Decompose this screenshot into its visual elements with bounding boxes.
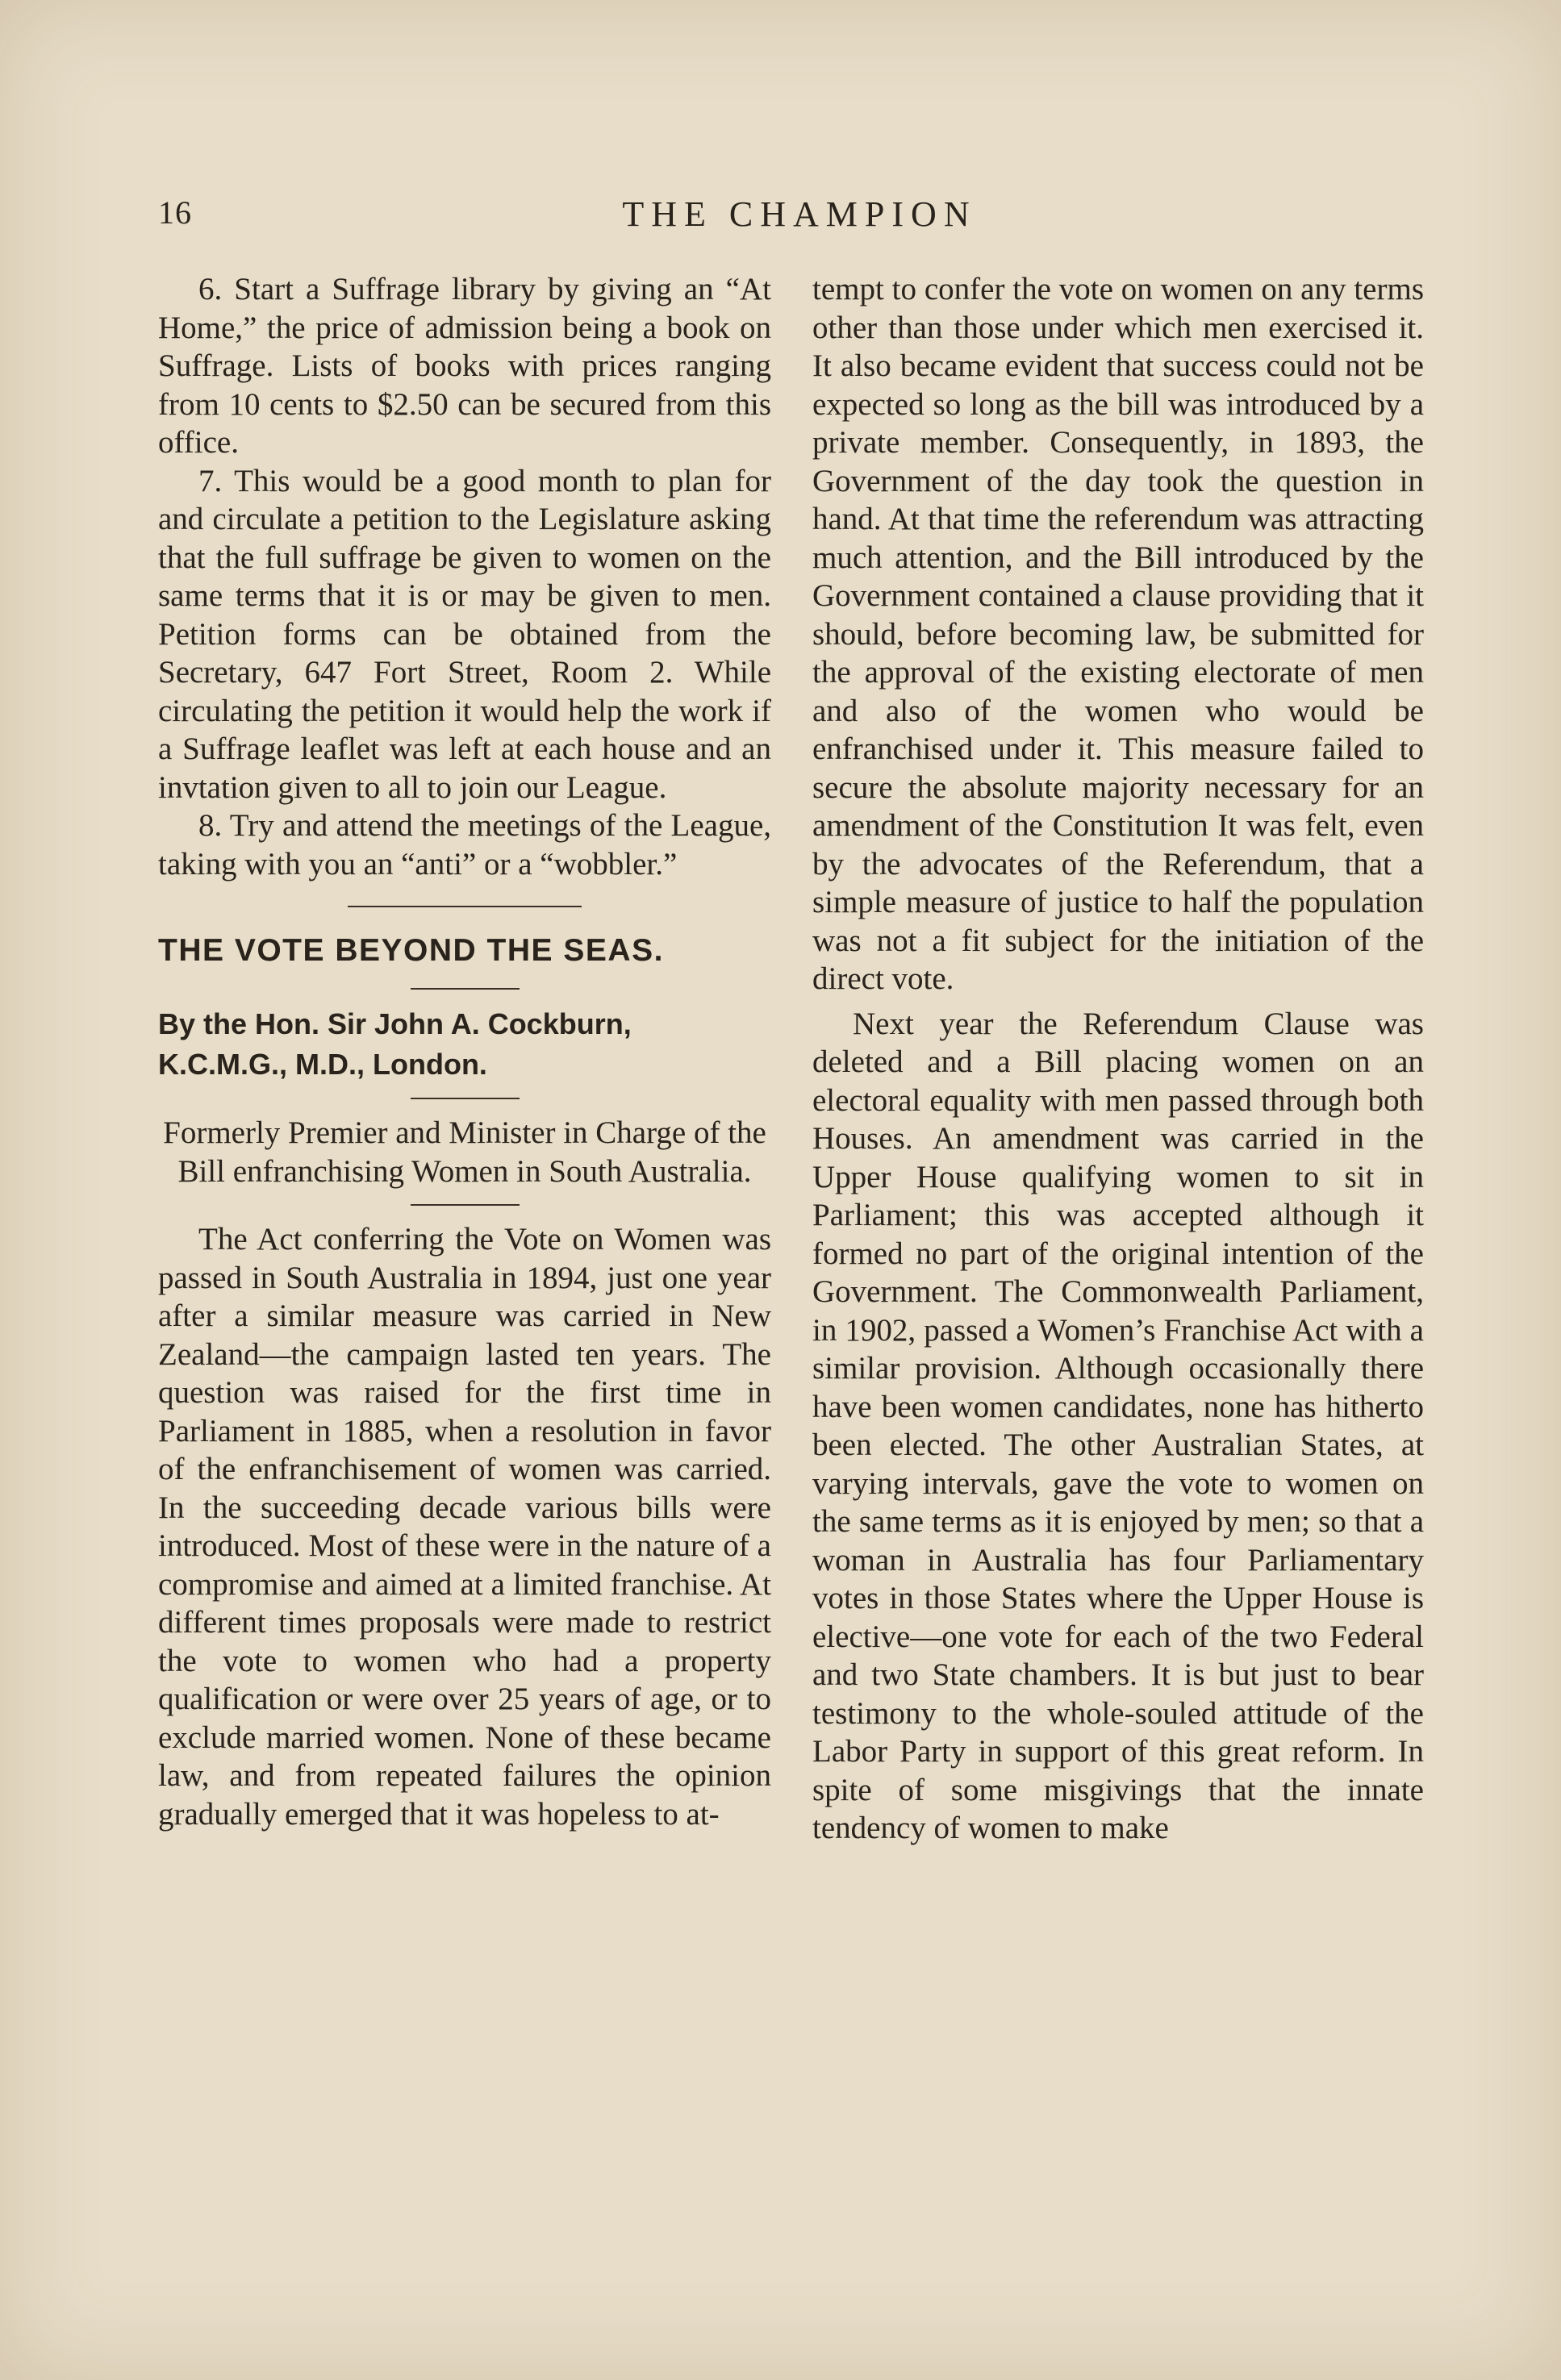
page-number: 16 xyxy=(158,194,192,231)
byline-divider xyxy=(411,1098,520,1099)
body-paragraph: The Act conferring the Vote on Women was passed in South Australia in 1894, just one year after a similar measure was carried in New Zealand—the campaign lasted ten years. The question was raised for the first time in Parliament in 1885, when a resolution in favor of the enfranchisement of women was carried. In the succeeding decade various bills were introduced. Most of these were in the nature of a compromise and aimed at a limited franchise. At different times proposals were made to restrict the vote to women who had a property qualification or were over 25 years of age, or to exclude married women. None of these became law, and from repeated failures the opinion gradually emerged that it was hopeless to at- xyxy=(158,1222,771,1832)
list-item: 6. Start a Suffrage library by giving an “At Home,” the price of admission being a book on Suffrage. Lists of books with prices ranging from 10 cents to $2.50 can be secured from this office. xyxy=(158,272,771,460)
page-header xyxy=(158,194,1433,242)
list-item: 8. Try and attend the meetings of the League, taking with you an “anti” or a “wobbler.” xyxy=(158,808,771,882)
left-column xyxy=(158,270,771,1833)
subtitle-divider xyxy=(411,1204,520,1206)
byline-credentials: K.C.M.G., M.D., London. xyxy=(158,1048,487,1081)
body-paragraph: Next year the Referendum Clause was deleted and a Bill placing women on an electoral equality with men passed through both Houses. An amendment was carried in the Upper House qualifying women to sit in Parliament; this was accepted although it formed no part of the original intention of the Government. The Commonwealth Parliament, in 1902, passed a Women’s Franchise Act with a similar provision. Although occasionally there have been women candidates, none has hitherto been elected. The other Australian States, at varying intervals, gave the vote to women on the same terms as it is enjoyed by men; so that a woman in Australia has four Parliamentary votes in those States where the Upper House is elective—one vote for each of the two Federal and two State chambers. It is but just to bear testimony to the whole-souled attitude of the Labor Party in support of this great reform. In spite of some misgivings that the innate tendency of women to make xyxy=(812,1006,1424,1845)
right-column xyxy=(812,270,1424,1848)
section-divider xyxy=(348,906,582,907)
article-title: THE VOTE BEYOND THE SEAS. xyxy=(158,933,664,968)
author-description: Formerly Premier and Minister in Charge of the Bill enfranchising Women in South Australia. xyxy=(163,1115,766,1189)
running-head: THE CHAMPION xyxy=(622,194,977,234)
body-paragraph: tempt to confer the vote on women on any terms other than those under which men exercised it. It also became evident that success could not be expected so long as the bill was introduced by a private member. Consequently, in 1893, the Government of the day took the question in hand. At that time the referendum was attracting much attention, and the Bill introduced by the Government contained a clause providing that it should, before becoming law, be submitted for the approval of the existing electorate of men and also of the women who would be enfranchised under it. This measure failed to secure the absolute majority necessary for an amendment of the Constitution It was felt, even by the advocates of the Referendum, that a simple measure of justice to half the population was not a fit subject for the initiation of the direct vote. xyxy=(812,272,1424,996)
title-divider xyxy=(411,988,520,990)
list-item: 7. This would be a good month to plan for and circulate a petition to the Legislature asking that the full suffrage be given to women on the same terms that it is or may be given to men. Petition forms can be obtained from the Secretary, 647 Fort Street, Room 2. While circulating the petition it would help the work if a Suffrage leaflet was left at each house and an invtation given to all to join our League. xyxy=(158,463,771,805)
byline-author: By the Hon. Sir John A. Cockburn, xyxy=(158,1007,632,1040)
